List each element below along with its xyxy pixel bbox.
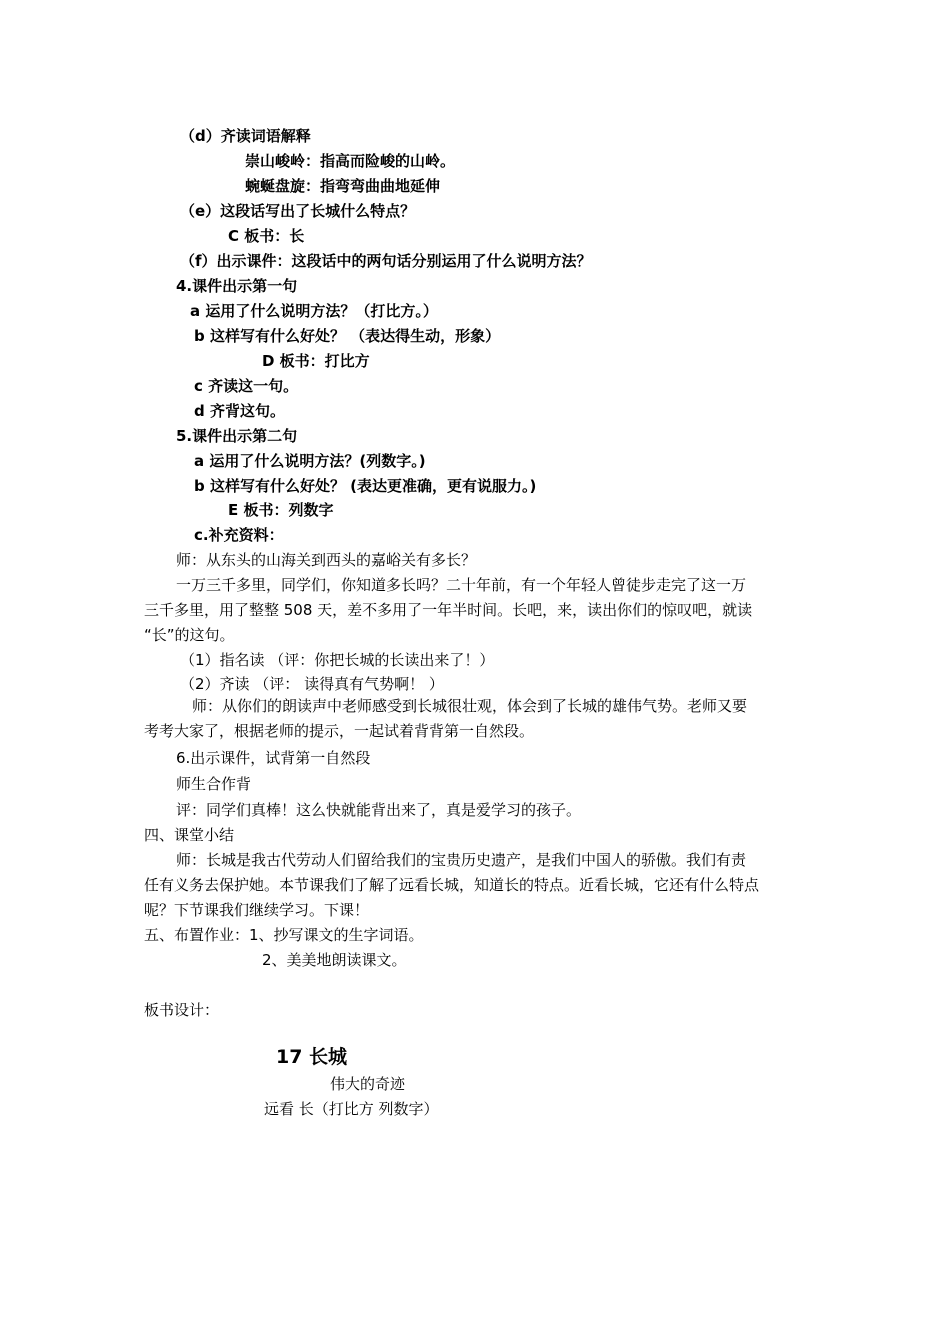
paragraph-2-line-2: 考考大家了，根据老师的提示，一起试着背背第一自然段。 xyxy=(144,722,535,740)
board-design-line: 远看 长（打比方 列数字） xyxy=(264,1100,439,1118)
step-4c: c 齐读这一句。 xyxy=(194,377,299,395)
step-e-question: （e）这段话写出了长城什么特点？ xyxy=(180,202,416,220)
board-design-subtitle: 伟大的奇迹 xyxy=(330,1075,406,1093)
step-5c: c.补充资料： xyxy=(194,526,284,544)
section-4-heading: 四、课堂小结 xyxy=(144,826,235,844)
step-6b: 师生合作背 xyxy=(176,775,252,793)
step-5b: b 这样写有什么好处？ (表达更准确，更有说服力。) xyxy=(194,477,537,495)
teacher-question: 师：从东头的山海关到西头的嘉峪关有多长？ xyxy=(176,551,477,569)
paragraph-3-line-1: 师：长城是我古代劳动人们留给我们的宝贵历史遗产，是我们中国人的骄傲。我们有责 xyxy=(176,851,747,869)
reading-2: （2）齐读 （评： 读得真有气势啊！ ） xyxy=(180,675,444,693)
step-6-heading: 6.出示课件，试背第一自然段 xyxy=(176,749,371,767)
paragraph-3-line-2: 任有义务去保护她。本节课我们了解了远看长城，知道长的特点。近看长城，它还有什么特点 xyxy=(144,876,760,894)
paragraph-1-line-1: 一万三千多里，同学们，你知道多长吗？二十年前，有一个年轻人曾徒步走完了这一万 xyxy=(176,576,747,594)
step-d-header: （d）齐读词语解释 xyxy=(180,127,311,145)
paragraph-2-line-1: 师：从你们的朗读声中老师感受到长城很壮观，体会到了长城的雄伟气势。老师又要 xyxy=(192,697,748,715)
paragraph-1-line-2: 三千多里，用了整整 508 天，差不多用了一年半时间。长吧，来，读出你们的惊叹吧，就读 xyxy=(144,601,753,619)
homework-item-2: 2、美美地朗读课文。 xyxy=(262,951,407,969)
step-4d: d 齐背这句。 xyxy=(194,402,285,420)
board-note-d: D 板书：打比方 xyxy=(262,352,370,370)
board-note-e: E 板书：列数字 xyxy=(228,501,334,519)
step-5a: a 运用了什么说明方法？(列数字。) xyxy=(194,452,426,470)
step-4b: b 这样写有什么好处？ （表达得生动，形象） xyxy=(194,327,501,345)
step-6c: 评：同学们真棒！这么快就能背出来了，真是爱学习的孩子。 xyxy=(176,801,582,819)
step-4a: a 运用了什么说明方法？（打比方。） xyxy=(190,302,438,320)
paragraph-3-line-3: 呢？下节课我们继续学习。下课！ xyxy=(144,901,370,919)
vocab-item-2: 蜿蜒盘旋：指弯弯曲曲地延伸 xyxy=(245,177,441,195)
section-5-heading: 五、布置作业：1、抄写课文的生字词语。 xyxy=(144,926,424,944)
board-design-heading: 板书设计： xyxy=(144,1001,220,1019)
step-5-heading: 5.课件出示第二句 xyxy=(176,427,298,445)
reading-1: （1）指名读 （评：你把长城的长读出来了！） xyxy=(180,651,495,669)
board-note-c: C 板书：长 xyxy=(228,227,305,245)
step-4-heading: 4.课件出示第一句 xyxy=(176,277,298,295)
board-design-title: 17 长城 xyxy=(276,1046,348,1068)
step-f-question: （f）出示课件：这段话中的两句话分别运用了什么说明方法？ xyxy=(180,252,592,270)
vocab-item-1: 崇山峻岭：指高而险峻的山岭。 xyxy=(245,152,456,170)
paragraph-1-line-3: “长”的这句。 xyxy=(144,626,235,644)
